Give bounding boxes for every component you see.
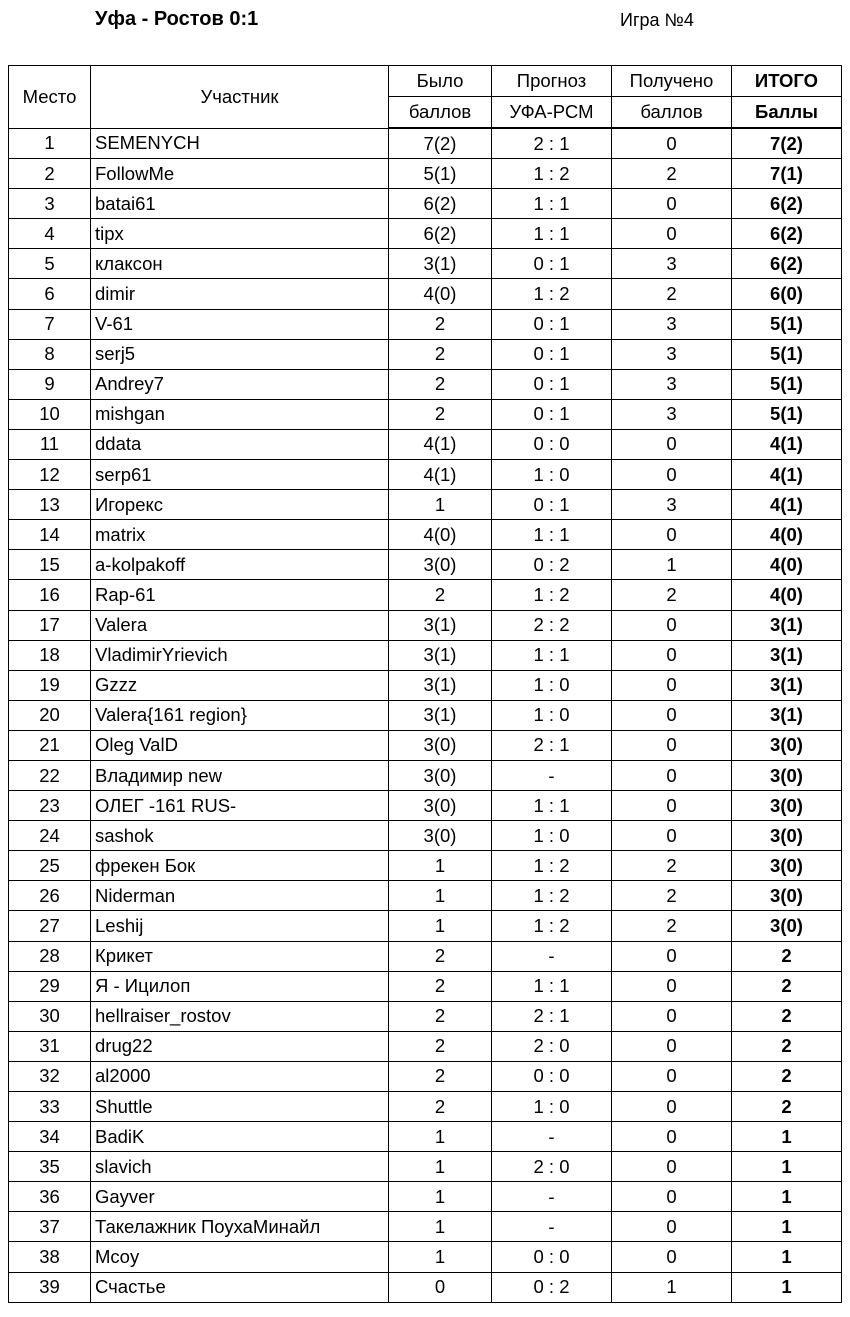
cell-forecast: 1 : 1 [492,520,612,550]
cell-got-points: 3 [612,490,732,520]
cell-participant: slavich [91,1152,389,1182]
cell-forecast: 0 : 1 [492,339,612,369]
cell-total-points: 1 [732,1182,842,1212]
cell-total-points: 3(0) [732,760,842,790]
cell-got-points: 0 [612,1031,732,1061]
cell-got-points: 0 [612,1242,732,1272]
cell-participant: Крикет [91,941,389,971]
cell-got-points: 3 [612,309,732,339]
cell-participant: VladimirYrievich [91,640,389,670]
table-row [9,730,842,760]
cell-had-points: 1 [389,1182,492,1212]
cell-had-points: 1 [389,1122,492,1152]
cell-participant: sashok [91,821,389,851]
cell-total-points: 1 [732,1272,842,1302]
cell-participant: al2000 [91,1061,389,1091]
cell-forecast: 0 : 1 [492,249,612,279]
cell-place: 18 [9,640,91,670]
cell-participant: ОЛЕГ -161 RUS- [91,791,389,821]
cell-total-points: 5(1) [732,309,842,339]
cell-total-points: 7(1) [732,159,842,189]
table-row [9,640,842,670]
cell-participant: Я - Ицилоп [91,971,389,1001]
cell-had-points: 2 [389,941,492,971]
cell-place: 6 [9,279,91,309]
cell-had-points: 3(0) [389,821,492,851]
cell-place: 19 [9,670,91,700]
cell-participant: BadiK [91,1122,389,1152]
cell-participant: matrix [91,520,389,550]
cell-total-points: 4(1) [732,429,842,459]
table-row [9,791,842,821]
cell-participant: ddata [91,429,389,459]
cell-forecast: 0 : 2 [492,550,612,580]
cell-had-points: 1 [389,911,492,941]
table-row [9,1092,842,1122]
cell-total-points: 3(0) [732,881,842,911]
cell-total-points: 4(1) [732,460,842,490]
cell-got-points: 0 [612,760,732,790]
cell-forecast: 1 : 0 [492,670,612,700]
cell-total-points: 3(0) [732,791,842,821]
table-row [9,700,842,730]
cell-participant: FollowMe [91,159,389,189]
cell-got-points: 2 [612,580,732,610]
table-row [9,1272,842,1302]
cell-had-points: 3(1) [389,249,492,279]
cell-place: 38 [9,1242,91,1272]
cell-had-points: 2 [389,1092,492,1122]
standings-table [8,65,842,1303]
table-row [9,670,842,700]
cell-participant: фрекен Бок [91,851,389,881]
table-row [9,279,842,309]
cell-place: 22 [9,760,91,790]
table-row [9,1212,842,1242]
cell-had-points: 3(0) [389,791,492,821]
table-row [9,1182,842,1212]
cell-had-points: 2 [389,1061,492,1091]
cell-participant: serp61 [91,460,389,490]
table-row [9,460,842,490]
cell-had-points: 4(0) [389,279,492,309]
table-row [9,1122,842,1152]
cell-got-points: 0 [612,971,732,1001]
cell-had-points: 1 [389,490,492,520]
cell-participant: Mcoy [91,1242,389,1272]
cell-participant: Valera{161 region} [91,700,389,730]
cell-place: 2 [9,159,91,189]
cell-had-points: 2 [389,1001,492,1031]
cell-got-points: 0 [612,1212,732,1242]
cell-got-points: 2 [612,881,732,911]
header-had-bottom: баллов [389,97,492,129]
cell-total-points: 3(0) [732,911,842,941]
cell-total-points: 4(0) [732,520,842,550]
cell-forecast: 2 : 1 [492,730,612,760]
cell-place: 3 [9,189,91,219]
cell-had-points: 2 [389,339,492,369]
cell-participant: клаксон [91,249,389,279]
header-place: Место [9,66,91,129]
cell-got-points: 0 [612,700,732,730]
cell-total-points: 3(0) [732,851,842,881]
cell-forecast: - [492,760,612,790]
cell-forecast: - [492,1122,612,1152]
cell-got-points: 0 [612,610,732,640]
cell-got-points: 0 [612,941,732,971]
table-row [9,580,842,610]
cell-total-points: 6(2) [732,219,842,249]
cell-total-points: 2 [732,1092,842,1122]
cell-got-points: 0 [612,1182,732,1212]
table-row [9,490,842,520]
cell-got-points: 0 [612,429,732,459]
cell-place: 36 [9,1182,91,1212]
table-row [9,429,842,459]
cell-had-points: 2 [389,1031,492,1061]
cell-place: 31 [9,1031,91,1061]
cell-place: 12 [9,460,91,490]
cell-total-points: 3(1) [732,640,842,670]
cell-got-points: 0 [612,791,732,821]
cell-got-points: 1 [612,1272,732,1302]
cell-forecast: 1 : 2 [492,911,612,941]
cell-got-points: 3 [612,339,732,369]
cell-participant: Игорекс [91,490,389,520]
cell-had-points: 3(0) [389,760,492,790]
cell-participant: Valera [91,610,389,640]
cell-got-points: 0 [612,1092,732,1122]
cell-forecast: 1 : 1 [492,640,612,670]
table-row [9,128,842,159]
cell-participant: Владимир new [91,760,389,790]
table-row [9,339,842,369]
table-row [9,1001,842,1031]
cell-place: 28 [9,941,91,971]
table-row [9,520,842,550]
table-row [9,941,842,971]
cell-place: 33 [9,1092,91,1122]
table-row [9,550,842,580]
cell-forecast: - [492,941,612,971]
cell-forecast: 0 : 1 [492,399,612,429]
cell-participant: Niderman [91,881,389,911]
cell-had-points: 2 [389,309,492,339]
cell-total-points: 3(0) [732,730,842,760]
cell-had-points: 3(1) [389,640,492,670]
cell-forecast: 1 : 2 [492,159,612,189]
cell-participant: SEMENYCH [91,128,389,159]
table-row [9,760,842,790]
cell-place: 7 [9,309,91,339]
cell-participant: serj5 [91,339,389,369]
match-title: Уфа - Ростов 0:1 [95,8,259,30]
cell-total-points: 3(0) [732,821,842,851]
cell-participant: Shuttle [91,1092,389,1122]
table-row [9,1242,842,1272]
cell-total-points: 5(1) [732,399,842,429]
table-header [9,66,842,129]
cell-got-points: 2 [612,279,732,309]
cell-participant: V-61 [91,309,389,339]
cell-forecast: 2 : 1 [492,1001,612,1031]
cell-total-points: 2 [732,971,842,1001]
table-row [9,309,842,339]
cell-total-points: 4(0) [732,550,842,580]
header-got-bottom: баллов [612,97,732,129]
cell-got-points: 0 [612,1152,732,1182]
cell-place: 5 [9,249,91,279]
table-row [9,1061,842,1091]
cell-forecast: 1 : 0 [492,821,612,851]
cell-place: 14 [9,520,91,550]
cell-place: 16 [9,580,91,610]
cell-had-points: 7(2) [389,128,492,159]
cell-got-points: 0 [612,520,732,550]
cell-total-points: 3(1) [732,610,842,640]
cell-participant: Gzzz [91,670,389,700]
header-participant: Участник [91,66,389,129]
cell-got-points: 0 [612,128,732,159]
cell-forecast: 1 : 2 [492,279,612,309]
cell-had-points: 4(1) [389,460,492,490]
table-row [9,1031,842,1061]
cell-participant: hellraiser_rostov [91,1001,389,1031]
cell-had-points: 2 [389,399,492,429]
cell-place: 35 [9,1152,91,1182]
cell-forecast: 2 : 0 [492,1152,612,1182]
cell-total-points: 1 [732,1122,842,1152]
cell-place: 39 [9,1272,91,1302]
cell-total-points: 2 [732,1001,842,1031]
cell-place: 30 [9,1001,91,1031]
cell-forecast: 2 : 1 [492,128,612,159]
header-total-bottom: Баллы [732,97,842,129]
table-row [9,911,842,941]
cell-forecast: 1 : 2 [492,881,612,911]
cell-had-points: 3(1) [389,610,492,640]
game-number: Игра №4 [620,10,694,30]
table-row [9,821,842,851]
cell-participant: a-kolpakoff [91,550,389,580]
cell-got-points: 0 [612,460,732,490]
cell-had-points: 4(1) [389,429,492,459]
cell-forecast: 0 : 1 [492,309,612,339]
cell-place: 32 [9,1061,91,1091]
cell-total-points: 7(2) [732,128,842,159]
cell-participant: Oleg ValD [91,730,389,760]
table-row [9,369,842,399]
cell-had-points: 4(0) [389,520,492,550]
cell-place: 37 [9,1212,91,1242]
cell-total-points: 6(0) [732,279,842,309]
cell-place: 17 [9,610,91,640]
cell-participant: dimir [91,279,389,309]
cell-had-points: 6(2) [389,219,492,249]
cell-total-points: 1 [732,1152,842,1182]
cell-place: 11 [9,429,91,459]
cell-forecast: 1 : 0 [492,700,612,730]
header-total-top: ИТОГО [732,66,842,97]
cell-participant: Andrey7 [91,369,389,399]
cell-total-points: 3(1) [732,700,842,730]
cell-forecast: 1 : 1 [492,189,612,219]
cell-total-points: 2 [732,941,842,971]
table-row [9,219,842,249]
cell-got-points: 3 [612,249,732,279]
cell-forecast: 1 : 0 [492,460,612,490]
cell-place: 4 [9,219,91,249]
table-body [9,128,842,1302]
cell-got-points: 0 [612,1061,732,1091]
cell-forecast: 1 : 1 [492,971,612,1001]
cell-total-points: 1 [732,1242,842,1272]
cell-had-points: 1 [389,1242,492,1272]
cell-participant: batai61 [91,189,389,219]
header-got-top: Получено [612,66,732,97]
cell-had-points: 2 [389,369,492,399]
cell-got-points: 0 [612,189,732,219]
cell-place: 15 [9,550,91,580]
cell-got-points: 0 [612,1001,732,1031]
cell-participant: Rap-61 [91,580,389,610]
table-row [9,159,842,189]
cell-had-points: 6(2) [389,189,492,219]
cell-place: 34 [9,1122,91,1152]
cell-total-points: 4(1) [732,490,842,520]
header-forecast-top: Прогноз [492,66,612,97]
cell-forecast: 1 : 1 [492,791,612,821]
cell-total-points: 6(2) [732,189,842,219]
cell-participant: Счастье [91,1272,389,1302]
cell-got-points: 0 [612,670,732,700]
cell-had-points: 2 [389,971,492,1001]
cell-got-points: 0 [612,730,732,760]
cell-had-points: 3(0) [389,550,492,580]
cell-forecast: 1 : 0 [492,1092,612,1122]
cell-forecast: - [492,1212,612,1242]
cell-forecast: 1 : 2 [492,580,612,610]
cell-had-points: 2 [389,580,492,610]
cell-total-points: 1 [732,1212,842,1242]
cell-had-points: 1 [389,1212,492,1242]
table-row [9,610,842,640]
header-forecast-bottom: УФА-РСМ [492,97,612,129]
cell-place: 26 [9,881,91,911]
cell-forecast: 1 : 2 [492,851,612,881]
cell-had-points: 3(1) [389,670,492,700]
cell-had-points: 0 [389,1272,492,1302]
table-row [9,399,842,429]
cell-got-points: 2 [612,851,732,881]
cell-participant: Gayver [91,1182,389,1212]
cell-got-points: 3 [612,369,732,399]
cell-total-points: 2 [732,1031,842,1061]
cell-had-points: 1 [389,851,492,881]
table-row [9,1152,842,1182]
cell-got-points: 0 [612,640,732,670]
cell-got-points: 1 [612,550,732,580]
cell-participant: Такелажник ПоухаМинайл [91,1212,389,1242]
table-row [9,249,842,279]
cell-place: 10 [9,399,91,429]
cell-forecast: 1 : 1 [492,219,612,249]
cell-forecast: 0 : 1 [492,490,612,520]
cell-total-points: 5(1) [732,339,842,369]
cell-total-points: 5(1) [732,369,842,399]
cell-had-points: 1 [389,1152,492,1182]
cell-got-points: 0 [612,219,732,249]
cell-place: 27 [9,911,91,941]
cell-forecast: - [492,1182,612,1212]
cell-participant: Leshij [91,911,389,941]
cell-forecast: 2 : 0 [492,1031,612,1061]
cell-got-points: 2 [612,159,732,189]
cell-place: 8 [9,339,91,369]
cell-forecast: 0 : 2 [492,1272,612,1302]
cell-got-points: 3 [612,399,732,429]
cell-place: 21 [9,730,91,760]
cell-had-points: 1 [389,881,492,911]
cell-place: 23 [9,791,91,821]
cell-total-points: 6(2) [732,249,842,279]
cell-place: 29 [9,971,91,1001]
cell-forecast: 0 : 0 [492,429,612,459]
header-had-top: Было [389,66,492,97]
cell-forecast: 2 : 2 [492,610,612,640]
cell-forecast: 0 : 0 [492,1061,612,1091]
cell-participant: mishgan [91,399,389,429]
table-row [9,881,842,911]
cell-had-points: 3(1) [389,700,492,730]
cell-participant: tipx [91,219,389,249]
table-row [9,189,842,219]
cell-forecast: 0 : 0 [492,1242,612,1272]
cell-got-points: 0 [612,821,732,851]
cell-total-points: 3(1) [732,670,842,700]
cell-total-points: 2 [732,1061,842,1091]
table-row [9,851,842,881]
cell-participant: drug22 [91,1031,389,1061]
cell-place: 13 [9,490,91,520]
cell-total-points: 4(0) [732,580,842,610]
cell-place: 1 [9,128,91,159]
cell-place: 20 [9,700,91,730]
cell-forecast: 0 : 1 [492,369,612,399]
cell-got-points: 2 [612,911,732,941]
cell-got-points: 0 [612,1122,732,1152]
cell-had-points: 5(1) [389,159,492,189]
cell-had-points: 3(0) [389,730,492,760]
table-row [9,971,842,1001]
cell-place: 25 [9,851,91,881]
cell-place: 24 [9,821,91,851]
cell-place: 9 [9,369,91,399]
